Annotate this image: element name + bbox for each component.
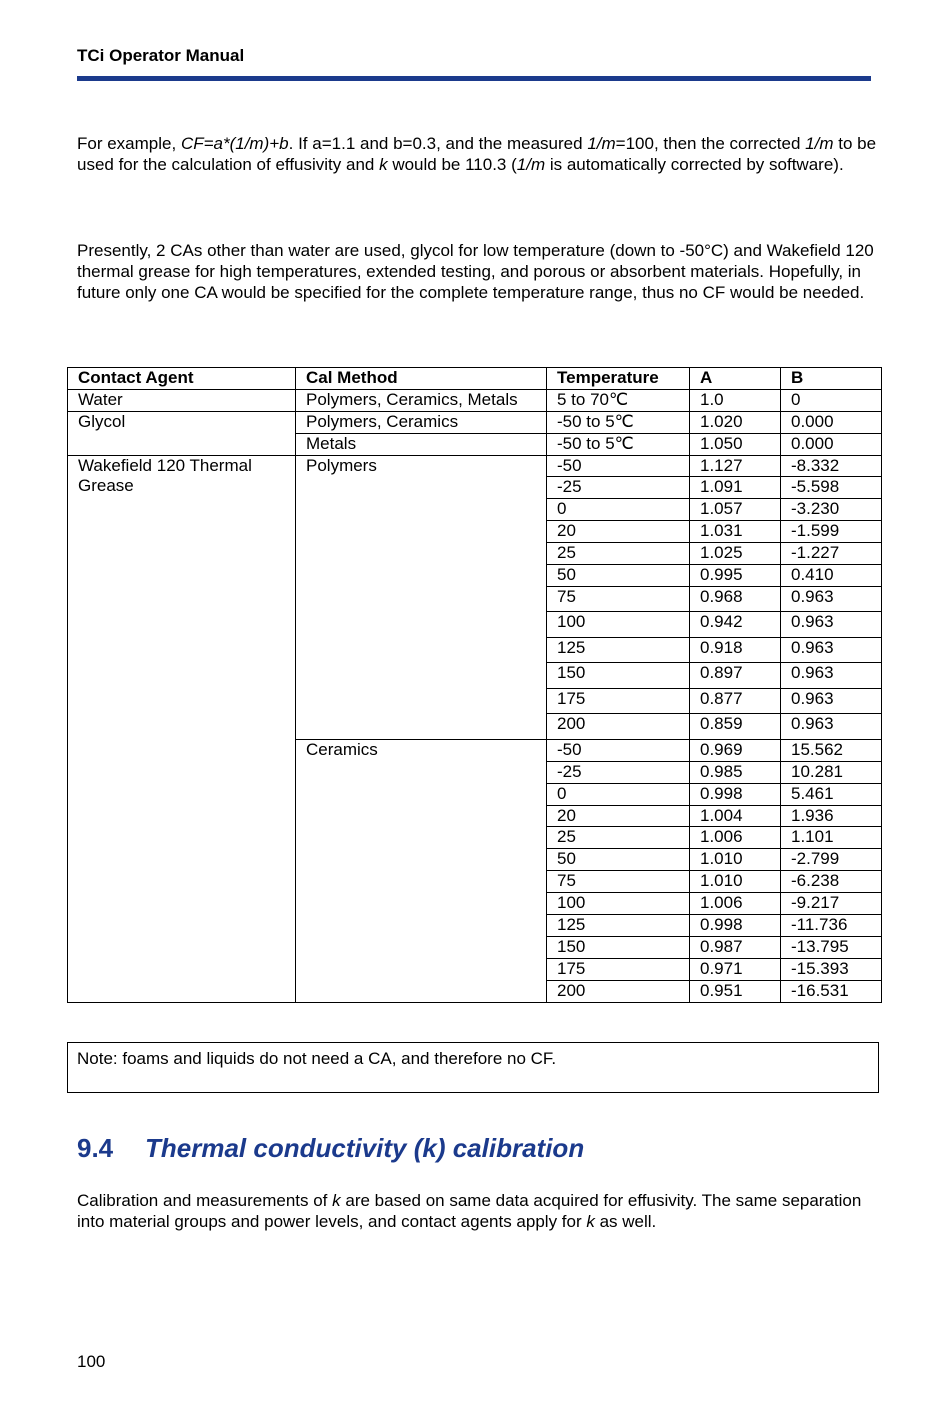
header-title: TCi Operator Manual xyxy=(77,46,245,65)
method-cell: Polymers, Ceramics xyxy=(296,411,547,433)
b-cell: -11.736 xyxy=(781,915,882,937)
temperature-cell: 75 xyxy=(547,586,690,612)
a-cell: 0.998 xyxy=(690,915,781,937)
a-cell: 1.004 xyxy=(690,805,781,827)
a-cell: 0.969 xyxy=(690,739,781,761)
temperature-cell: 175 xyxy=(547,958,690,980)
b-cell: 0.000 xyxy=(781,433,882,455)
temperature-cell: 20 xyxy=(547,805,690,827)
a-cell: 1.057 xyxy=(690,499,781,521)
header-contact-agent: Contact Agent xyxy=(68,368,296,390)
a-cell: 1.010 xyxy=(690,849,781,871)
a-cell: 0.942 xyxy=(690,612,781,638)
method-cell: Metals xyxy=(296,433,547,455)
b-cell: -1.599 xyxy=(781,521,882,543)
temperature-cell: 25 xyxy=(547,543,690,565)
a-cell: 1.050 xyxy=(690,433,781,455)
b-cell: -15.393 xyxy=(781,958,882,980)
header-rule xyxy=(77,76,871,81)
a-cell: 1.006 xyxy=(690,827,781,849)
temperature-cell: 5 to 70℃ xyxy=(547,389,690,411)
b-cell: -16.531 xyxy=(781,980,882,1002)
a-cell: 0.897 xyxy=(690,663,781,689)
b-cell: 0.963 xyxy=(781,714,882,740)
temperature-cell: -50 xyxy=(547,455,690,477)
b-cell: 5.461 xyxy=(781,783,882,805)
section-title: Thermal conductivity (k) calibration xyxy=(145,1133,585,1163)
a-cell: 1.091 xyxy=(690,477,781,499)
b-cell: 0.410 xyxy=(781,565,882,587)
agent-cell: Water xyxy=(68,389,296,411)
b-cell: 1.101 xyxy=(781,827,882,849)
temperature-cell: 200 xyxy=(547,980,690,1002)
method-cell: Polymers xyxy=(296,455,547,739)
note-box xyxy=(67,1042,879,1093)
b-cell: -8.332 xyxy=(781,455,882,477)
a-cell: 0.859 xyxy=(690,714,781,740)
table-row xyxy=(68,411,882,433)
a-cell: 0.971 xyxy=(690,958,781,980)
a-cell: 0.985 xyxy=(690,761,781,783)
paragraph-correction-example: For example, CF=a*(1/m)+b. If a=1.1 and b=0.3, and the measured 1/m=100, then the corrected 1/m to be used for the calculation of effusivity and k would be 110.3 (1/m is automatically corrected by software). xyxy=(77,134,877,174)
header-b: B xyxy=(781,368,882,390)
contact-agent-table xyxy=(67,367,882,1003)
section-heading xyxy=(77,1133,584,1164)
temperature-cell: -50 to 5℃ xyxy=(547,411,690,433)
a-cell: 1.020 xyxy=(690,411,781,433)
b-cell: -1.227 xyxy=(781,543,882,565)
temperature-cell: -50 to 5℃ xyxy=(547,433,690,455)
temperature-cell: 20 xyxy=(547,521,690,543)
b-cell: -6.238 xyxy=(781,871,882,893)
temperature-cell: 125 xyxy=(547,637,690,663)
b-cell: 15.562 xyxy=(781,739,882,761)
b-cell: 0.963 xyxy=(781,637,882,663)
paragraph-contact-agents: Presently, 2 CAs other than water are used, glycol for low temperature (down to -50°C) and Wakefield 120 thermal grease for high temperatures, extended testing, and porous or absorbent materials. Hopefully, in future only one CA would be specified for the complete temperature range, thus no CF would be needed. xyxy=(77,241,874,302)
a-cell: 0.877 xyxy=(690,688,781,714)
header-a: A xyxy=(690,368,781,390)
temperature-cell: 100 xyxy=(547,612,690,638)
a-cell: 0.987 xyxy=(690,936,781,958)
table-row xyxy=(68,389,882,411)
method-cell: Ceramics xyxy=(296,739,547,1002)
paragraph-k-calibration: Calibration and measurements of k are based on same data acquired for effusivity. The same separation into material groups and power levels, and contact agents apply for k as well. xyxy=(77,1191,862,1231)
b-cell: 0.000 xyxy=(781,411,882,433)
b-cell: -5.598 xyxy=(781,477,882,499)
a-cell: 0.951 xyxy=(690,980,781,1002)
temperature-cell: -25 xyxy=(547,761,690,783)
note-text: Note: foams and liquids do not need a CA, and therefore no CF. xyxy=(77,1049,557,1068)
temperature-cell: 125 xyxy=(547,915,690,937)
a-cell: 1.010 xyxy=(690,871,781,893)
temperature-cell: -50 xyxy=(547,739,690,761)
table-row xyxy=(68,455,882,477)
temperature-cell: -25 xyxy=(547,477,690,499)
b-cell: 1.936 xyxy=(781,805,882,827)
temperature-cell: 0 xyxy=(547,783,690,805)
header-cal-method: Cal Method xyxy=(296,368,547,390)
table-header-row xyxy=(68,368,882,390)
temperature-cell: 75 xyxy=(547,871,690,893)
temperature-cell: 200 xyxy=(547,714,690,740)
a-cell: 1.025 xyxy=(690,543,781,565)
agent-cell: Glycol xyxy=(68,411,296,455)
b-cell: 0.963 xyxy=(781,586,882,612)
a-cell: 1.127 xyxy=(690,455,781,477)
temperature-cell: 150 xyxy=(547,663,690,689)
temperature-cell: 175 xyxy=(547,688,690,714)
a-cell: 0.995 xyxy=(690,565,781,587)
b-cell: 0.963 xyxy=(781,612,882,638)
b-cell: 0 xyxy=(781,389,882,411)
a-cell: 1.006 xyxy=(690,893,781,915)
method-cell: Polymers, Ceramics, Metals xyxy=(296,389,547,411)
temperature-cell: 50 xyxy=(547,849,690,871)
page-number: 100 xyxy=(77,1352,106,1371)
a-cell: 0.968 xyxy=(690,586,781,612)
b-cell: -2.799 xyxy=(781,849,882,871)
a-cell: 1.031 xyxy=(690,521,781,543)
temperature-cell: 0 xyxy=(547,499,690,521)
b-cell: -3.230 xyxy=(781,499,882,521)
section-number: 9.4 xyxy=(77,1133,114,1163)
b-cell: 0.963 xyxy=(781,688,882,714)
temperature-cell: 50 xyxy=(547,565,690,587)
agent-cell: Wakefield 120 Thermal Grease xyxy=(68,455,296,1002)
b-cell: 10.281 xyxy=(781,761,882,783)
b-cell: -13.795 xyxy=(781,936,882,958)
temperature-cell: 150 xyxy=(547,936,690,958)
a-cell: 0.918 xyxy=(690,637,781,663)
header-temperature: Temperature xyxy=(547,368,690,390)
temperature-cell: 25 xyxy=(547,827,690,849)
a-cell: 0.998 xyxy=(690,783,781,805)
b-cell: 0.963 xyxy=(781,663,882,689)
temperature-cell: 100 xyxy=(547,893,690,915)
b-cell: -9.217 xyxy=(781,893,882,915)
a-cell: 1.0 xyxy=(690,389,781,411)
